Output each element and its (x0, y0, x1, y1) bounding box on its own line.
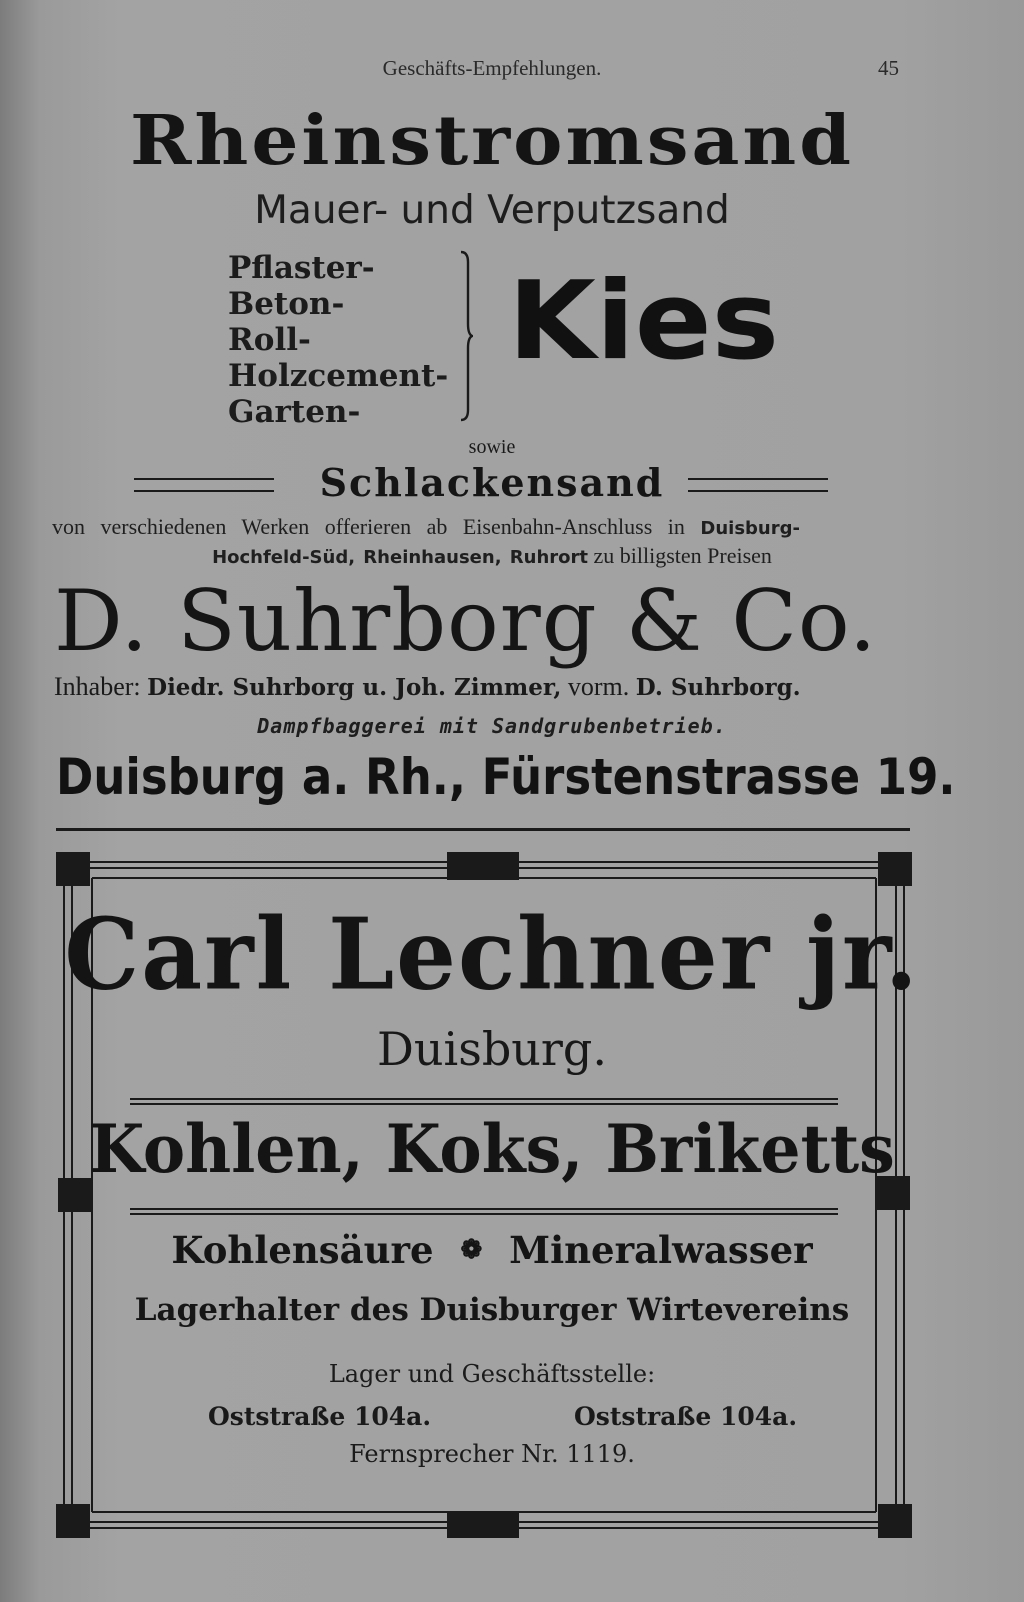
slag-sand-heading: Schlackensand (319, 460, 665, 505)
divider-rule (130, 1098, 838, 1100)
owner-former-label: vorm. (567, 672, 630, 701)
ad2-company-name: Carl Lechner jr. (64, 897, 920, 1013)
curly-brace-icon (459, 250, 473, 422)
business-description: Dampfbaggerei mit Sandgrubenbetrieb. (257, 714, 727, 738)
ad2-city: Duisburg. (377, 1022, 607, 1076)
divider-rule (130, 1208, 838, 1210)
divider-rule (130, 1213, 838, 1215)
page-number: 45 (878, 56, 899, 80)
gravel-type-item: Beton- (228, 286, 345, 322)
gravel-type-list (228, 250, 448, 430)
gravel-type-item: Holzcement- (228, 358, 449, 394)
kies-word: Kies (508, 259, 780, 384)
ad1-headline: Rheinstromsand (130, 101, 854, 181)
ad2-location-label: Lager und Geschäftsstelle: (328, 1360, 656, 1388)
owner-former: D. Suhrborg. (635, 674, 801, 701)
running-head: Geschäfts-Empfehlungen. (382, 56, 602, 80)
company-name: D. Suhrborg & Co. (54, 572, 878, 670)
company-address: Duisburg a. Rh., Fürstenstrasse 19. (56, 748, 956, 806)
product-left: Kohlensäure (171, 1228, 434, 1272)
ad2-warehouse: Lagerhalter des Duisburger Wirtevereins (134, 1292, 850, 1328)
owner-names: Diedr. Suhrborg u. Joh. Zimmer, (147, 674, 562, 701)
divider-rule (130, 1103, 838, 1105)
flower-ornament-icon: ❁ (460, 1235, 483, 1265)
ad1-subline: Mauer- und Verputzsand (254, 188, 730, 233)
description-text: zu billigsten Preisen (593, 543, 772, 568)
separator-rule (56, 828, 910, 831)
product-right: Mineralwasser (509, 1228, 813, 1272)
description-place: Duisburg- (700, 518, 800, 539)
ad2-products: Kohlen, Koks, Briketts (89, 1110, 895, 1188)
owner-label: Inhaber: (54, 672, 141, 701)
ad2-street-right: Oststraße 104a. (574, 1402, 798, 1431)
ad2-phone: Fernsprecher Nr. 1119. (349, 1440, 635, 1468)
connector-text: sowie (468, 436, 516, 458)
description-line-1 (52, 514, 800, 540)
description-text: von verschiedenen Werken offerieren ab Eisenbahn-Anschluss in (52, 514, 685, 539)
owner-line (54, 672, 801, 702)
description-places: Hochfeld-Süd, Rheinhausen, Ruhrort (212, 547, 589, 568)
ad2-secondary-products (0, 1228, 984, 1272)
double-rule-right (688, 478, 828, 492)
ad2-street-left: Oststraße 104a. (208, 1402, 432, 1431)
gravel-type-item: Roll- (228, 322, 311, 358)
gravel-type-item: Garten- (228, 394, 361, 430)
gravel-type-item: Pflaster- (228, 250, 375, 286)
description-line-2 (0, 543, 984, 569)
